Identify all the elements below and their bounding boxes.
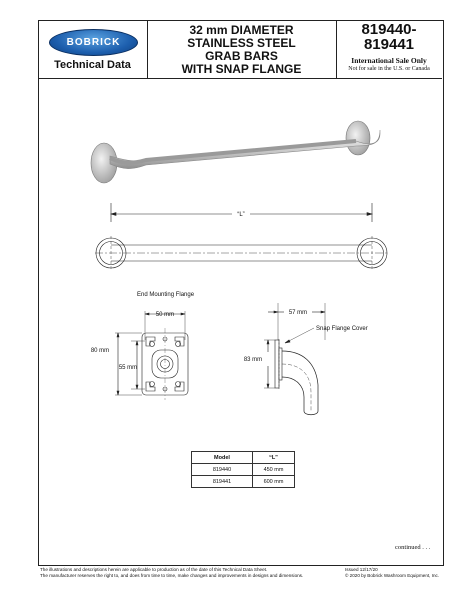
- flange-title: End Mounting Flange: [137, 292, 195, 298]
- international-sale-note: International Sale Only: [351, 56, 427, 65]
- title-line: WITH SNAP FLANGE: [181, 62, 302, 76]
- title-line: 32 mm DIAMETER: [189, 23, 294, 37]
- col-length-header: “L”: [253, 452, 295, 464]
- footer-line: Issued 12/17/20: [345, 567, 378, 572]
- footer-issue-info: [345, 567, 439, 579]
- length-cell: 600 mm: [253, 476, 295, 488]
- not-for-sale-note: Not for sale in the U.S. or Canada: [348, 66, 430, 72]
- table-row: [192, 464, 295, 476]
- title-line: GRAB BARS: [205, 49, 278, 63]
- footer-line: The illustrations and descriptions herein are applicable to production as of the date of this Technical Data Sheet.: [40, 567, 268, 572]
- logo-text: BOBRICK: [66, 37, 121, 48]
- model-cell: 819440: [192, 464, 253, 476]
- side-elevation: [264, 303, 325, 415]
- model-table: [191, 451, 295, 488]
- continued-note: continued . . .: [395, 544, 431, 551]
- model-number-line: 819440-: [361, 21, 417, 38]
- footer-line: © 2020 by Bobrick Washroom Equipment, Inc.: [345, 573, 440, 578]
- dim-55mm: 55 mm: [118, 365, 138, 371]
- model-number-line: 819441: [363, 36, 415, 53]
- grab-bar-illustration: [91, 121, 380, 183]
- table-header-row: [192, 452, 295, 464]
- technical-data-label: Technical Data: [54, 59, 131, 71]
- length-cell: 450 mm: [253, 464, 295, 476]
- model-cell: 819441: [192, 476, 253, 488]
- drawing-labels: [91, 212, 368, 371]
- snap-flange-label: Snap Flange Cover: [316, 326, 368, 332]
- dim-57mm: 57 mm: [288, 310, 308, 316]
- dim-50mm: 50 mm: [155, 312, 175, 318]
- table-row: [192, 476, 295, 488]
- col-model-header: Model: [192, 452, 253, 464]
- footer-disclaimer: [40, 567, 303, 579]
- footer-line: The manufacturer reserves the right to, and does from time to time, make changes and improvements in designs and dimensions.: [40, 573, 304, 578]
- title-line: STAINLESS STEEL: [187, 36, 296, 50]
- dim-83mm: 83 mm: [243, 357, 263, 363]
- length-label: “L”: [237, 212, 245, 218]
- end-mounting-flange: [115, 311, 188, 400]
- dim-80mm: 80 mm: [90, 348, 110, 354]
